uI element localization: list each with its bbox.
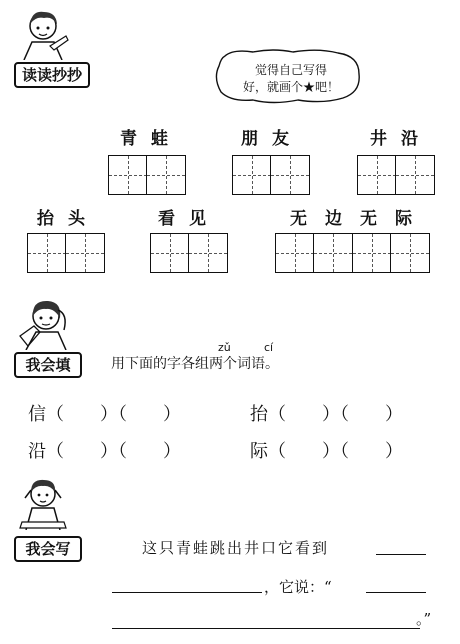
grid-cell[interactable] — [65, 233, 105, 273]
bubble-line-1: 觉得自己写得 — [254, 63, 327, 77]
pinyin-ci: cí — [264, 341, 274, 354]
fill-instruction: 用下面的字各组两个词语。 — [111, 356, 279, 372]
thinking-girl-icon — [14, 296, 72, 350]
grid-cell[interactable] — [146, 155, 186, 195]
copy-word-4: 抬头 — [37, 209, 99, 229]
grid-cell[interactable] — [395, 155, 435, 195]
copy-word-5: 看见 — [158, 209, 220, 229]
copy-word-2: 朋友 — [241, 129, 303, 149]
grid-cell[interactable] — [232, 155, 272, 195]
writing-grid-3 — [358, 155, 435, 195]
pinyin-zu: zǔ — [218, 341, 231, 354]
fill-row-2-left[interactable]: 沿（ ）（ ） — [28, 441, 181, 462]
grid-cell[interactable] — [357, 155, 397, 195]
writing-grid-2 — [233, 155, 310, 195]
answer-blank-4[interactable] — [112, 628, 420, 629]
answer-blank-3[interactable] — [366, 592, 426, 593]
grid-cell[interactable] — [27, 233, 67, 273]
section-label-write: 我会写 — [14, 536, 82, 562]
write-sentence-middle: ，它说：“ — [264, 578, 332, 596]
grid-cell[interactable] — [390, 233, 430, 273]
writing-grid-5 — [151, 233, 228, 273]
write-sentence-end: 。” — [416, 610, 432, 628]
grid-cell[interactable] — [275, 233, 315, 273]
grid-cell[interactable] — [108, 155, 148, 195]
copy-word-3: 井沿 — [370, 129, 432, 149]
writing-grid-1 — [109, 155, 186, 195]
answer-blank-2[interactable] — [112, 592, 262, 593]
fill-row-2-right[interactable]: 际（ ）（ ） — [250, 441, 403, 462]
bubble-text — [232, 62, 350, 96]
writing-girl-icon — [14, 476, 72, 530]
grid-cell[interactable] — [150, 233, 190, 273]
write-sentence-start: 这只青蛙跳出井口它看到 — [142, 539, 330, 557]
fill-row-1-right[interactable]: 抬（ ）（ ） — [250, 404, 403, 425]
writing-grid-6 — [276, 233, 430, 273]
grid-cell[interactable] — [313, 233, 353, 273]
grid-cell[interactable] — [270, 155, 310, 195]
section-label-fill: 我会填 — [14, 352, 82, 378]
section-label-read-copy: 读读抄抄 — [14, 62, 90, 88]
reading-girl-icon — [14, 6, 72, 60]
bubble-line-2: 好，就画个★吧！ — [242, 80, 339, 94]
grid-cell[interactable] — [188, 233, 228, 273]
grid-cell[interactable] — [352, 233, 392, 273]
writing-grid-4 — [28, 233, 105, 273]
answer-blank-1[interactable] — [376, 554, 426, 555]
copy-word-1: 青蛙 — [120, 129, 182, 149]
fill-row-1-left[interactable]: 信（ ）（ ） — [28, 404, 181, 425]
copy-word-6: 无边无际 — [290, 209, 430, 229]
